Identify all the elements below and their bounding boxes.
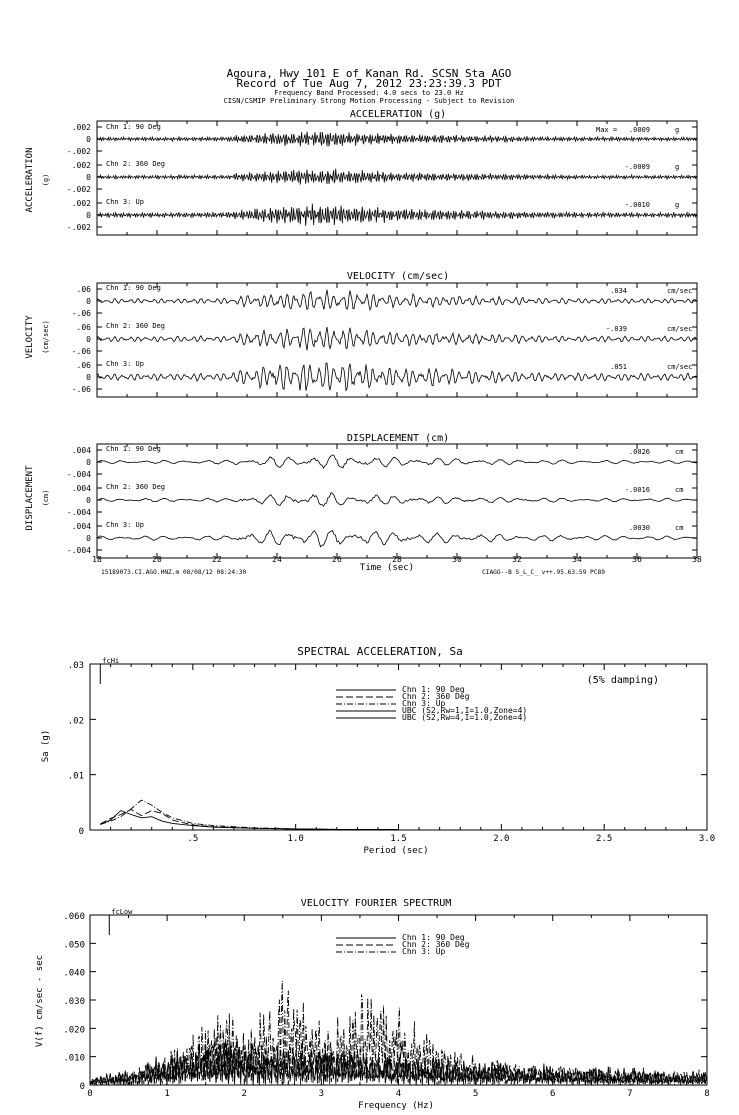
- vel-chn1-label: Chn 1: 90 Deg: [106, 284, 161, 292]
- acc-ytick-label: 0: [86, 135, 91, 144]
- fs-xtick-label: 6: [550, 1089, 556, 1099]
- acc-chn3-trace: [97, 204, 697, 226]
- velocity-yunit: (cm/sec): [42, 320, 50, 354]
- time-tick-label: 20: [152, 555, 162, 564]
- fs-xtick-label: 3: [318, 1089, 325, 1099]
- acc-ytick-label: .002: [71, 123, 91, 132]
- velocity-title: VELOCITY (cm/sec): [346, 271, 450, 282]
- vel-ytick-label: 0: [86, 335, 91, 344]
- fs-xtick-label: 0: [87, 1089, 93, 1099]
- vel-chn2-label: Chn 2: 360 Deg: [106, 322, 166, 330]
- fs-ytick-label: .040: [63, 968, 85, 979]
- acceleration-panel: [25, 109, 697, 235]
- fs-title: VELOCITY FOURIER SPECTRUM: [300, 898, 452, 909]
- fs-legend-text-1: Chn 1: 90 Deg: [402, 933, 465, 942]
- sa-legend-text-2: Chn 2: 360 Deg: [402, 692, 470, 701]
- sa-series-chn2: [100, 810, 398, 830]
- time-tick-label: 38: [692, 555, 702, 564]
- vel-ytick-label: .06: [76, 285, 91, 294]
- sa-legend-text-5: UBC (S2,Rw=4,I=1.0,Zone=4): [402, 713, 528, 722]
- sa-xtick-label: 3.0: [698, 834, 716, 844]
- fs-xtick-label: 1: [164, 1089, 170, 1099]
- time-tick-label: 26: [332, 555, 342, 564]
- dis-ytick-label: .004: [71, 522, 91, 531]
- dis-chn3-label: Chn 3: Up: [106, 521, 144, 529]
- displacement-frame: [97, 444, 697, 558]
- acc-ytick-label: -.002: [66, 223, 91, 232]
- footer-right: CIAGO--B S_L_C_ v++.95.63.59 PC89: [482, 569, 605, 576]
- time-tick-label: 28: [392, 555, 402, 564]
- velocity-ylabel: VELOCITY: [25, 315, 35, 359]
- sa-ylabel: Sa (g): [41, 729, 51, 763]
- vel-chn3-unit: cm/sec: [667, 363, 693, 371]
- time-tick-label: 24: [272, 555, 282, 564]
- fs-ytick-label: .020: [63, 1025, 85, 1036]
- acc-ytick-label: -.002: [66, 185, 91, 194]
- fs-xtick-label: 2: [241, 1089, 247, 1099]
- fs-frame: [90, 915, 707, 1085]
- acc-chn3-unit: g: [675, 201, 680, 209]
- acc-ytick-label: .002: [71, 199, 91, 208]
- fs-ytick-label: .060: [63, 912, 85, 922]
- fs-ytick-label: .030: [63, 997, 85, 1007]
- dis-chn1-trace: [97, 455, 697, 468]
- dis-ytick-label: 0: [86, 496, 91, 505]
- velocity-panel: [25, 271, 697, 397]
- dis-ytick-label: -.004: [66, 508, 91, 517]
- fs-xtick-label: 7: [627, 1089, 633, 1099]
- time-tick-label: 22: [212, 555, 222, 564]
- fs-ytick-label: 0: [79, 1082, 85, 1092]
- displacement-panel: [25, 433, 702, 576]
- vel-chn3-label: Chn 3: Up: [106, 360, 144, 368]
- sa-damping-note: (5% damping): [586, 675, 659, 686]
- vel-ytick-label: .06: [76, 323, 91, 332]
- displacement-yunit: (cm): [42, 489, 50, 507]
- dis-chn2-label: Chn 2: 360 Deg: [106, 483, 166, 491]
- fs-xtick-label: 4: [395, 1089, 402, 1099]
- dis-ytick-label: .004: [71, 446, 91, 455]
- acc-ytick-label: 0: [86, 211, 91, 220]
- fs-fclow-label: fcLow: [111, 908, 133, 916]
- acceleration-ylabel: ACCELERATION: [25, 147, 35, 213]
- sa-ytick-label: .03: [67, 661, 84, 671]
- dis-chn3-trace: [97, 530, 697, 547]
- time-tick-label: 32: [512, 555, 522, 564]
- time-tick-label: 34: [572, 555, 582, 564]
- dis-chn3-peak: .0030: [628, 524, 650, 532]
- sa-xtick-label: 1.0: [287, 834, 304, 844]
- sa-legend-text-1: Chn 1: 90 Deg: [402, 685, 465, 694]
- sa-legend: [336, 685, 527, 722]
- sa-legend-text-4: UBC (S2,Rw=1,I=1.0,Zone=4): [402, 706, 528, 715]
- vel-ytick-label: 0: [86, 297, 91, 306]
- acc-ytick-label: -.002: [66, 147, 91, 156]
- vel-chn3-peak: .051: [610, 363, 627, 371]
- time-tick-label: 30: [452, 555, 462, 564]
- fs-ytick-label: .010: [63, 1053, 85, 1064]
- vel-chn3-trace: [97, 363, 697, 391]
- sa-frame: [90, 664, 707, 830]
- vel-chn1-peak: .034: [610, 287, 627, 295]
- spectral-acceleration-panel: [41, 645, 715, 856]
- displacement-title: DISPLACEMENT (cm): [346, 433, 450, 444]
- acc-ytick-label: .002: [71, 161, 91, 170]
- acc-chn1-peak: .0009: [628, 126, 650, 134]
- header-line-3: Frequency Band Processed: 4.0 secs to 23.0 Hz: [274, 89, 464, 97]
- acc-chn1-unit: g: [675, 126, 680, 134]
- acc-ytick-label: 0: [86, 173, 91, 182]
- dis-chn1-unit: cm: [675, 448, 684, 456]
- fourier-spectrum-panel: [35, 898, 710, 1111]
- vel-chn1-unit: cm/sec: [667, 287, 693, 295]
- fs-xlabel: Frequency (Hz): [358, 1101, 434, 1111]
- fs-xtick-label: 8: [704, 1089, 710, 1099]
- sa-xtick-label: 2.0: [493, 834, 510, 844]
- acc-chn3-label: Chn 3: Up: [106, 198, 144, 206]
- sa-xtick-label: 1.5: [390, 834, 407, 844]
- dis-ytick-label: .004: [71, 484, 91, 493]
- fs-legend-text-2: Chn 2: 360 Deg: [402, 940, 470, 949]
- dis-ytick-label: -.004: [66, 470, 91, 479]
- fs-ylabel: V(f) cm/sec - sec: [35, 954, 45, 1048]
- header-line-2: Record of Tue Aug 7, 2012 23:23:39.3 PDT: [236, 77, 502, 90]
- dis-chn1-label: Chn 1: 90 Deg: [106, 445, 161, 453]
- fs-xtick-label: 5: [472, 1089, 479, 1099]
- acc-chn1-label: Chn 1: 90 Deg: [106, 123, 161, 131]
- sa-legend-text-3: Chn 3: Up: [402, 699, 446, 708]
- fs-legend: [336, 933, 470, 956]
- dis-chn1-peak: .0026: [628, 448, 650, 456]
- acc-chn2-label: Chn 2: 360 Deg: [106, 160, 166, 168]
- time-tick-label: 36: [632, 555, 642, 564]
- footer-left: 15189073.CI.AGO.HNZ.m 08/08/12 08:24:30: [101, 569, 247, 576]
- vel-ytick-label: -.06: [71, 309, 91, 318]
- header-line-4: CISN/CSMIP Preliminary Strong Motion Processing - Subject to Revision: [223, 97, 515, 105]
- acc-chn3-peak: -.0010: [624, 201, 650, 209]
- sa-series-chn3: [100, 800, 398, 829]
- dis-chn3-unit: cm: [675, 524, 684, 532]
- acc-max-label: Max =: [596, 126, 618, 134]
- dis-chn2-unit: cm: [675, 486, 684, 494]
- fs-ytick-label: .050: [63, 940, 85, 951]
- time-axis-label: Time (sec): [359, 563, 415, 573]
- acceleration-title: ACCELERATION (g): [349, 109, 447, 120]
- vel-ytick-label: .06: [76, 361, 91, 370]
- vel-chn2-peak: -.039: [605, 325, 627, 333]
- vel-chn1-trace: [97, 290, 697, 310]
- sa-ytick-label: .02: [67, 716, 84, 727]
- dis-chn2-trace: [97, 493, 697, 506]
- sa-ytick-label: 0: [78, 827, 84, 837]
- vel-ytick-label: -.06: [71, 385, 91, 394]
- sa-xlabel: Period (sec): [363, 846, 429, 856]
- sa-fchi-label: fcHi: [102, 657, 120, 665]
- sa-ytick-label: .01: [67, 771, 84, 782]
- time-tick-label: 18: [92, 555, 102, 564]
- dis-ytick-label: -.004: [66, 546, 91, 555]
- dis-chn2-peak: -.0016: [624, 486, 650, 494]
- vel-chn2-unit: cm/sec: [667, 325, 693, 333]
- vel-ytick-label: 0: [86, 373, 91, 382]
- acc-chn2-trace: [97, 169, 697, 185]
- sa-xtick-label: 2.5: [596, 834, 613, 844]
- header-line-1: Agoura, Hwy 101 E of Kanan Rd. SCSN Sta AGO: [226, 67, 512, 80]
- sa-xtick-label: .5: [187, 834, 199, 844]
- acceleration-yunit: (g): [42, 173, 50, 187]
- vel-ytick-label: -.06: [71, 347, 91, 356]
- acc-chn2-unit: g: [675, 163, 680, 171]
- dis-ytick-label: 0: [86, 458, 91, 467]
- acc-chn2-peak: -.0009: [624, 163, 650, 171]
- displacement-ylabel: DISPLACEMENT: [25, 465, 35, 531]
- dis-ytick-label: 0: [86, 534, 91, 543]
- sa-title: SPECTRAL ACCELERATION, Sa: [297, 645, 463, 658]
- fs-legend-text-3: Chn 3: Up: [402, 947, 446, 956]
